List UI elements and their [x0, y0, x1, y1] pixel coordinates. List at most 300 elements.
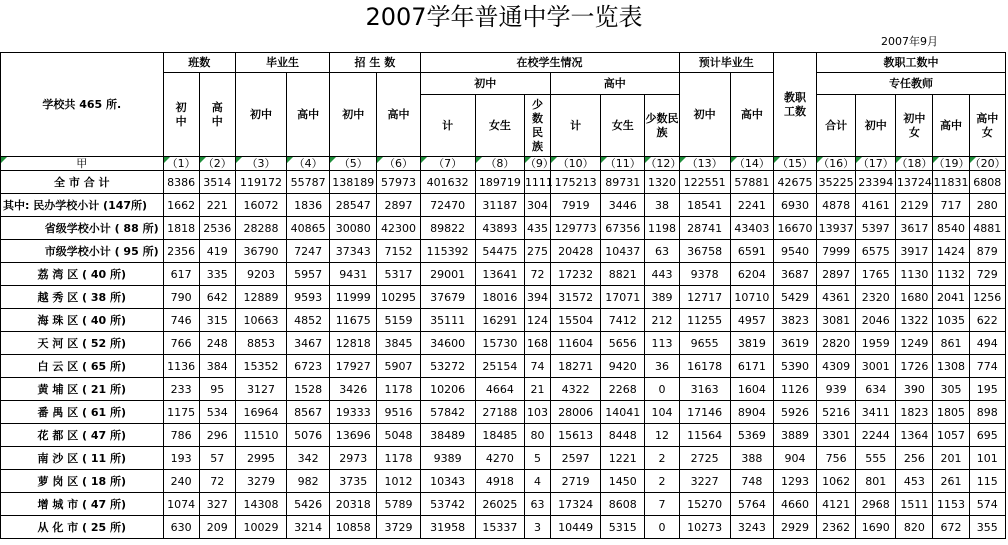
table-cell: 1959	[856, 332, 896, 355]
table-cell: 53272	[420, 355, 475, 378]
table-cell: 10295	[377, 286, 420, 309]
column-number: （16）	[818, 157, 855, 170]
table-cell: 57842	[420, 401, 475, 424]
table-cell: 28288	[235, 217, 286, 240]
table-cell: 939	[817, 378, 856, 401]
group-yuji: 预计毕业生	[679, 53, 773, 73]
table-cell: 394	[524, 286, 550, 309]
table-cell: 21	[524, 378, 550, 401]
col-zai-gao-shaoshu: 少数民族	[645, 95, 679, 157]
table-cell: 104	[645, 401, 679, 424]
table-cell: 2820	[817, 332, 856, 355]
table-cell: 4918	[475, 470, 524, 493]
table-cell: 4	[524, 470, 550, 493]
table-cell: 1130	[896, 263, 933, 286]
table-cell: 10437	[601, 240, 645, 263]
table-cell: 115392	[420, 240, 475, 263]
group-biyesheng: 毕业生	[235, 53, 329, 73]
table-cell: 37679	[420, 286, 475, 309]
col-zai-chu-ji: 计	[420, 95, 475, 157]
table-cell: 634	[856, 378, 896, 401]
col-zhuan-heji: 合计	[817, 95, 856, 157]
table-cell: 12	[645, 424, 679, 447]
table-cell: 4270	[475, 447, 524, 470]
table-cell: 5048	[377, 424, 420, 447]
table-cell: 57881	[730, 171, 773, 194]
table-cell: 390	[896, 378, 933, 401]
header-row-1	[1, 53, 1006, 73]
table-cell: 5317	[377, 263, 420, 286]
table-cell: 355	[969, 516, 1005, 539]
table-cell: 453	[896, 470, 933, 493]
table-cell: 10710	[730, 286, 773, 309]
table-cell: 13696	[330, 424, 377, 447]
table-cell: 1818	[163, 217, 199, 240]
column-number: （1）	[163, 157, 199, 171]
table-cell: 1604	[730, 378, 773, 401]
table-cell: 16178	[679, 355, 730, 378]
table-cell: 138189	[330, 171, 377, 194]
column-number: （18）	[896, 157, 933, 170]
table-cell: 0	[645, 516, 679, 539]
column-number: （2）	[199, 157, 235, 171]
table-cell: 555	[856, 447, 896, 470]
table-cell: 113	[645, 332, 679, 355]
table-cell: 3917	[896, 240, 933, 263]
table-cell: 43403	[730, 217, 773, 240]
table-cell: 54475	[475, 240, 524, 263]
table-cell: 5429	[773, 286, 816, 309]
table-cell: 14041	[601, 401, 645, 424]
table-cell: 304	[524, 194, 550, 217]
col-zhao-gao: 高中	[377, 73, 420, 157]
table-cell: 1012	[377, 470, 420, 493]
column-number: （19）	[933, 157, 970, 170]
table-cell: 1511	[896, 493, 933, 516]
table-cell: 3001	[856, 355, 896, 378]
table-cell: 20428	[551, 240, 601, 263]
table-cell: 124	[524, 309, 550, 332]
table-cell: 1198	[645, 217, 679, 240]
table-cell: 622	[969, 309, 1005, 332]
table-cell: 861	[933, 332, 969, 355]
table-cell: 1690	[856, 516, 896, 539]
table-cell: 9420	[601, 355, 645, 378]
table-cell: 672	[933, 516, 969, 539]
table-cell: 494	[969, 332, 1005, 355]
table-cell: 766	[163, 332, 199, 355]
table-cell: 748	[730, 470, 773, 493]
table-cell: 2268	[601, 378, 645, 401]
table-cell: 4852	[287, 309, 330, 332]
table-cell: 898	[969, 401, 1005, 424]
table-cell: 7919	[551, 194, 601, 217]
table-cell: 11831	[933, 171, 969, 194]
table-cell: 17324	[551, 493, 601, 516]
table-cell: 101	[969, 447, 1005, 470]
column-number: （11）	[601, 157, 645, 171]
table-cell: 10449	[551, 516, 601, 539]
table-cell: 717	[933, 194, 969, 217]
table-cell: 43893	[475, 217, 524, 240]
table-cell: 3617	[896, 217, 933, 240]
table-cell: 42300	[377, 217, 420, 240]
table-cell: 982	[287, 470, 330, 493]
table-row	[1, 217, 1006, 240]
table-cell: 240	[163, 470, 199, 493]
table-cell: 175213	[551, 171, 601, 194]
table-cell: 57973	[377, 171, 420, 194]
table-cell: 3735	[330, 470, 377, 493]
table-cell: 5397	[856, 217, 896, 240]
table-cell: 1680	[896, 286, 933, 309]
table-row	[1, 309, 1006, 332]
table-cell: 3279	[235, 470, 286, 493]
table-cell: 5390	[773, 355, 816, 378]
col-zhao-chu: 初中	[330, 73, 377, 157]
table-cell: 4361	[817, 286, 856, 309]
table-cell: 12818	[330, 332, 377, 355]
table-cell: 201	[933, 447, 969, 470]
table-cell: 5076	[287, 424, 330, 447]
table-cell: 1805	[933, 401, 969, 424]
col-yuji-chu: 初中	[679, 73, 730, 157]
row-label: 番 禺 区 ( 61 所)	[1, 401, 164, 424]
title-row	[0, 0, 1008, 34]
table-cell: 3	[524, 516, 550, 539]
table-cell: 20318	[330, 493, 377, 516]
table-cell: 18485	[475, 424, 524, 447]
table-cell: 1322	[896, 309, 933, 332]
table-cell: 119172	[235, 171, 286, 194]
table-cell: 695	[969, 424, 1005, 447]
table-cell: 1111	[524, 171, 550, 194]
table-cell: 67356	[601, 217, 645, 240]
table-cell: 327	[199, 493, 235, 516]
column-number: （13）	[679, 157, 730, 171]
table-cell: 115	[969, 470, 1005, 493]
table-cell: 4161	[856, 194, 896, 217]
table-cell: 103	[524, 401, 550, 424]
table-cell: 617	[163, 263, 199, 286]
table-cell: 2041	[933, 286, 969, 309]
table-cell: 18271	[551, 355, 601, 378]
table-cell: 3845	[377, 332, 420, 355]
row-label: 花 都 区 ( 47 所)	[1, 424, 164, 447]
table-cell: 1074	[163, 493, 199, 516]
table-cell: 27188	[475, 401, 524, 424]
table-cell: 37343	[330, 240, 377, 263]
table-cell: 34600	[420, 332, 475, 355]
table-cell: 4957	[730, 309, 773, 332]
column-number: （3）	[235, 157, 286, 171]
table-row	[1, 240, 1006, 263]
column-number: （15）	[773, 157, 816, 171]
table-cell: 2597	[551, 447, 601, 470]
table-cell: 1823	[896, 401, 933, 424]
table-cell: 729	[969, 263, 1005, 286]
table-cell: 315	[199, 309, 235, 332]
group-zhaosheng: 招 生 数	[330, 53, 420, 73]
table-cell: 17927	[330, 355, 377, 378]
table-cell: 1308	[933, 355, 969, 378]
table-cell: 4664	[475, 378, 524, 401]
column-number: （4）	[287, 157, 330, 171]
table-cell: 7247	[287, 240, 330, 263]
table-cell: 6930	[773, 194, 816, 217]
col-biye-chu: 初中	[235, 73, 286, 157]
table-cell: 904	[773, 447, 816, 470]
table-cell: 5426	[287, 493, 330, 516]
col-zhuan-chu-nv: 初中 女	[896, 95, 933, 157]
table-cell: 6575	[856, 240, 896, 263]
table-cell: 3411	[856, 401, 896, 424]
table-cell: 1153	[933, 493, 969, 516]
table-cell: 2046	[856, 309, 896, 332]
table-cell: 3163	[679, 378, 730, 401]
table-cell: 435	[524, 217, 550, 240]
table-cell: 38489	[420, 424, 475, 447]
group-zhuanren: 专任教师	[817, 73, 1006, 95]
column-number: （20）	[969, 157, 1006, 170]
table-cell: 26025	[475, 493, 524, 516]
table-cell: 5315	[601, 516, 645, 539]
table-cell: 335	[199, 263, 235, 286]
table-cell: 5	[524, 447, 550, 470]
jia-cell: 甲	[1, 157, 164, 171]
table-row	[1, 355, 1006, 378]
table-cell: 1175	[163, 401, 199, 424]
table-cell: 3127	[235, 378, 286, 401]
table-cell: 15613	[551, 424, 601, 447]
table-cell: 2241	[730, 194, 773, 217]
table-cell: 25154	[475, 355, 524, 378]
table-cell: 1726	[896, 355, 933, 378]
table-row	[1, 516, 1006, 539]
table-cell: 1132	[933, 263, 969, 286]
table-cell: 0	[645, 378, 679, 401]
table-cell: 9389	[420, 447, 475, 470]
table-cell: 3446	[601, 194, 645, 217]
table-cell: 55787	[287, 171, 330, 194]
col-zai-gao-nv: 女生	[601, 95, 645, 157]
group-banshu: 班数	[163, 53, 235, 73]
table-cell: 28741	[679, 217, 730, 240]
table-cell: 8853	[235, 332, 286, 355]
row-label: 南 沙 区 ( 11 所)	[1, 447, 164, 470]
table-cell: 9516	[377, 401, 420, 424]
table-cell: 342	[287, 447, 330, 470]
table-cell: 233	[163, 378, 199, 401]
table-cell: 280	[969, 194, 1005, 217]
table-cell: 6204	[730, 263, 773, 286]
row-label: 从 化 市 ( 25 所)	[1, 516, 164, 539]
column-number: （14）	[730, 157, 773, 171]
table-cell: 3514	[199, 171, 235, 194]
data-table	[0, 52, 1006, 539]
table-row	[1, 263, 1006, 286]
table-cell: 42675	[773, 171, 816, 194]
table-cell: 18541	[679, 194, 730, 217]
table-cell: 9431	[330, 263, 377, 286]
table-cell: 3823	[773, 309, 816, 332]
table-cell: 89731	[601, 171, 645, 194]
table-cell: 1528	[287, 378, 330, 401]
table-cell: 4121	[817, 493, 856, 516]
row-label: 越 秀 区 ( 38 所)	[1, 286, 164, 309]
table-cell: 72470	[420, 194, 475, 217]
col-zai-gao-ji: 计	[551, 95, 601, 157]
table-cell: 15270	[679, 493, 730, 516]
table-cell: 3889	[773, 424, 816, 447]
table-row	[1, 378, 1006, 401]
table-cell: 11510	[235, 424, 286, 447]
table-cell: 574	[969, 493, 1005, 516]
table-cell: 8386	[163, 171, 199, 194]
table-row	[1, 447, 1006, 470]
table-cell: 275	[524, 240, 550, 263]
table-cell: 256	[896, 447, 933, 470]
table-row	[1, 401, 1006, 424]
table-row	[1, 470, 1006, 493]
table-cell: 16964	[235, 401, 286, 424]
table-cell: 17146	[679, 401, 730, 424]
table-cell: 419	[199, 240, 235, 263]
table-cell: 10663	[235, 309, 286, 332]
table-cell: 1062	[817, 470, 856, 493]
table-cell: 389	[645, 286, 679, 309]
table-cell: 248	[199, 332, 235, 355]
row-label: 其中: 民办学校小计 (147所)	[1, 194, 164, 217]
table-cell: 11604	[551, 332, 601, 355]
table-cell: 122551	[679, 171, 730, 194]
table-cell: 2362	[817, 516, 856, 539]
table-cell: 11675	[330, 309, 377, 332]
col-biye-gao: 高中	[287, 73, 330, 157]
table-cell: 10858	[330, 516, 377, 539]
table-cell: 4322	[551, 378, 601, 401]
table-cell: 5789	[377, 493, 420, 516]
col-banshu-chu: 初 中	[163, 73, 199, 157]
table-cell: 3081	[817, 309, 856, 332]
table-cell: 63	[524, 493, 550, 516]
table-cell: 36	[645, 355, 679, 378]
table-cell: 2244	[856, 424, 896, 447]
row-label: 萝 岗 区 ( 18 所)	[1, 470, 164, 493]
table-cell: 5656	[601, 332, 645, 355]
col-zai-chu-shaoshu: 少 数 民 族	[524, 95, 550, 157]
table-cell: 189719	[475, 171, 524, 194]
table-cell: 261	[933, 470, 969, 493]
table-cell: 630	[163, 516, 199, 539]
table-cell: 57	[199, 447, 235, 470]
row-label: 白 云 区 ( 65 所)	[1, 355, 164, 378]
table-cell: 2320	[856, 286, 896, 309]
col-yuji-gao: 高中	[730, 73, 773, 157]
table-cell: 2129	[896, 194, 933, 217]
table-cell: 4309	[817, 355, 856, 378]
table-cell: 1136	[163, 355, 199, 378]
table-cell: 746	[163, 309, 199, 332]
table-cell: 6723	[287, 355, 330, 378]
table-cell: 212	[645, 309, 679, 332]
table-cell: 2	[645, 470, 679, 493]
table-cell: 3687	[773, 263, 816, 286]
table-cell: 790	[163, 286, 199, 309]
table-cell: 15730	[475, 332, 524, 355]
column-number-row	[1, 157, 1006, 171]
table-cell: 2897	[817, 263, 856, 286]
table-cell: 801	[856, 470, 896, 493]
table-cell: 1221	[601, 447, 645, 470]
table-cell: 3301	[817, 424, 856, 447]
table-cell: 10273	[679, 516, 730, 539]
table-cell: 4881	[969, 217, 1005, 240]
table-cell: 3243	[730, 516, 773, 539]
table-cell: 13937	[817, 217, 856, 240]
table-cell: 16670	[773, 217, 816, 240]
group-zaixiao: 在校学生情况	[420, 53, 679, 73]
table-cell: 15337	[475, 516, 524, 539]
table-cell: 1178	[377, 378, 420, 401]
table-cell: 8567	[287, 401, 330, 424]
table-cell: 195	[969, 378, 1005, 401]
row-label: 全 市 合 计	[1, 171, 164, 194]
table-cell: 209	[199, 516, 235, 539]
table-cell: 12717	[679, 286, 730, 309]
table-cell: 774	[969, 355, 1005, 378]
table-cell: 1057	[933, 424, 969, 447]
table-cell: 10343	[420, 470, 475, 493]
table-cell: 18016	[475, 286, 524, 309]
table-cell: 2725	[679, 447, 730, 470]
group-zaixiao-gao: 高中	[551, 73, 680, 95]
table-cell: 31958	[420, 516, 475, 539]
table-row	[1, 424, 1006, 447]
table-row	[1, 171, 1006, 194]
table-cell: 5369	[730, 424, 773, 447]
row-label: 海 珠 区 ( 40 所)	[1, 309, 164, 332]
sheet-title: 2007学年普通中学一览表	[365, 3, 643, 31]
table-cell: 3214	[287, 516, 330, 539]
table-cell: 63	[645, 240, 679, 263]
table-cell: 36758	[679, 240, 730, 263]
table-cell: 53742	[420, 493, 475, 516]
table-cell: 1765	[856, 263, 896, 286]
table-cell: 401632	[420, 171, 475, 194]
table-cell: 193	[163, 447, 199, 470]
table-cell: 8448	[601, 424, 645, 447]
table-cell: 1424	[933, 240, 969, 263]
table-cell: 6171	[730, 355, 773, 378]
table-cell: 3467	[287, 332, 330, 355]
table-cell: 15352	[235, 355, 286, 378]
table-cell: 16072	[235, 194, 286, 217]
table-cell: 5159	[377, 309, 420, 332]
table-cell: 7152	[377, 240, 420, 263]
col-zhuan-gao: 高中	[933, 95, 969, 157]
group-zaixiao-chu: 初中	[420, 73, 550, 95]
table-cell: 3227	[679, 470, 730, 493]
table-cell: 2356	[163, 240, 199, 263]
table-cell: 72	[524, 263, 550, 286]
table-cell: 296	[199, 424, 235, 447]
group-jiaozhigong-zhong: 教职工数中	[817, 53, 1006, 73]
table-cell: 11255	[679, 309, 730, 332]
school-count-cell: 学校共 465 所.	[1, 53, 164, 157]
table-cell: 642	[199, 286, 235, 309]
table-cell: 2897	[377, 194, 420, 217]
